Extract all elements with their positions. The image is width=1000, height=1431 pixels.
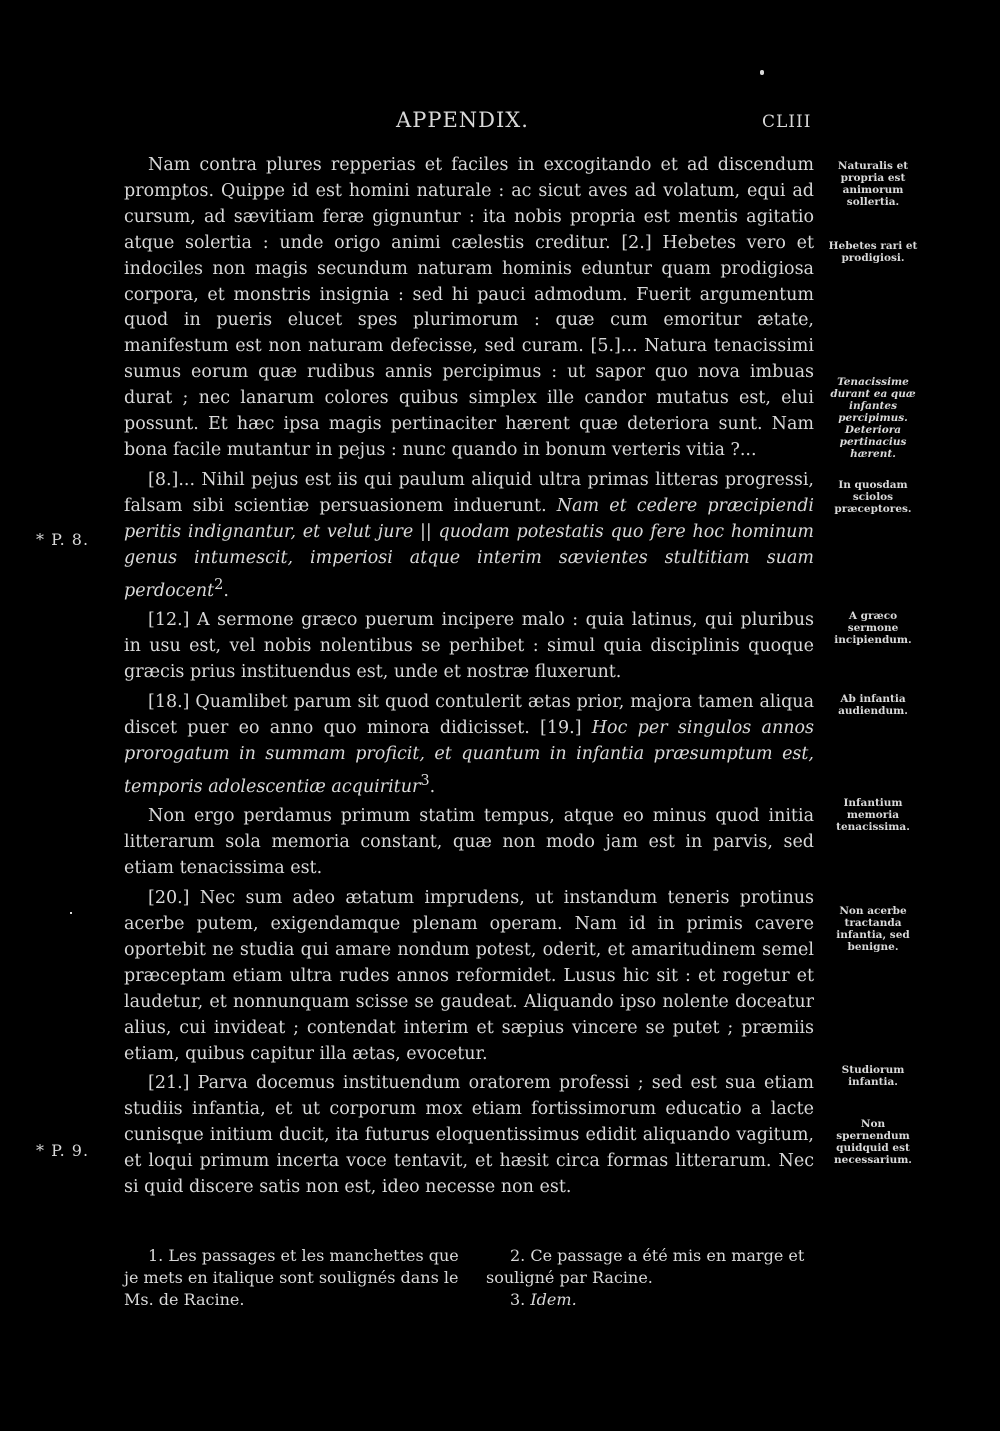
footnote-column-left bbox=[124, 1245, 460, 1311]
italic-text: Hoc per singulos annos prorogatum in summam proficit, et quantum in infantia præsumptum est, temporis adolescentiæ acquiritur bbox=[124, 717, 814, 797]
paragraph bbox=[124, 468, 814, 604]
paragraph-text: . bbox=[429, 776, 436, 797]
paragraph-text: Nam contra plures repperias et faciles in excogitando et ad discendum promptos. Quippe id est homini naturale : ac sicut aves ad volatum, equi ad cursum, ad sævitiam feræ gignuntur : ita nobis propria est mentis agitatio atque solertia : unde origo animi cælestis creditur. [2.] Hebetes vero et indociles non magis secundum naturam hominis eduntur quam prodigiosa corpora, et monstris insignia : sed hi pauci admodum. Fuerit argumentum quod in pueris elucet spes plurimorum : quæ cum emoritur ætate, manifestum est non naturam defecisse, sed curam. [5.]... Natura tenacissimi sumus eorum quæ rudibus annis percipimus : ut sapor quo nova imbuas durat ; nec lanarum colores quibus simplex ille candor mutatus est, elui possunt. Et hæc ipsa magis pertinaciter hærent quæ deteriora sunt. Nam bona facile mutantur in pejus : nunc quando in bonum verteris vitia ?... bbox=[124, 155, 814, 460]
paragraph-text: [21.] Parva docemus instituendum oratorem professi ; sed est sua etiam studiis infantia, et ut corporum mox etiam fortissimorum educatio a lacte cunisque initium ducit, ita futurus eloquentissimus edidit aliquando vagitum, et loqui primum incerta voce tentavit, et hæsit circa formas litterarum. Nec si quid discere satis non est, ideo necesse non est. bbox=[124, 1073, 814, 1198]
paragraph-text: Non ergo perdamus primum statim tempus, atque eo minus quod initia litterarum sola memoria constant, quæ non modo jam est in parvis, sed etiam tenacissima est. bbox=[124, 806, 814, 879]
footnote-marker: 2 bbox=[214, 575, 224, 593]
paragraph-text: . bbox=[223, 580, 229, 601]
footnote bbox=[486, 1289, 822, 1311]
margin-note: Hebetes rari et prodigiosi. bbox=[828, 240, 918, 264]
page-number: CLIII bbox=[762, 112, 812, 132]
margin-note: Tenacissime durant ea quæ infantes percipimus. Deteriora pertinacius hærent. bbox=[830, 376, 916, 460]
margin-note: Naturalis et propria est animorum sollertia. bbox=[837, 160, 909, 208]
italic-text: Nam et cedere præcipiendi peritis indignantur, et velut jure || quodam potestatis quo fere hoc hominum genus intumescit, imperiosi atque interim sævientes stultitiam suam perdocent bbox=[124, 495, 814, 601]
page-reference: * P. 8. bbox=[36, 530, 90, 549]
margin-note: In quosdam sciolos præceptores. bbox=[834, 479, 912, 515]
margin-note: A græco sermone incipiendum. bbox=[834, 610, 912, 646]
ink-dot bbox=[70, 912, 72, 914]
paragraph-text: [18.] Quamlibet parum sit quod contulerit ætas prior, majora tamen aliqua discet puer eo anno quo minora didicisset. [19.] bbox=[124, 691, 814, 738]
page-title: APPENDIX. bbox=[396, 108, 529, 132]
margin-note: Infantium memoria tenacissima. bbox=[836, 797, 910, 833]
footnote-number: 3. bbox=[510, 1290, 526, 1309]
paragraph-text: [12.] A sermone græco puerum incipere malo : quia latinus, qui pluribus in usu est, vel nobis nolentibus se perhibet : simul quia disciplinis quoque græcis prius instituendus est, unde et nostræ fluxerunt. bbox=[124, 610, 814, 683]
footnote-marker: 3 bbox=[420, 771, 430, 789]
paragraph bbox=[124, 690, 814, 800]
paragraph bbox=[124, 153, 814, 464]
footnote-text: Idem. bbox=[530, 1290, 577, 1309]
paragraph-text: [20.] Nec sum adeo ætatum imprudens, ut instandum teneris protinus acerbe putem, exigendamque plenam operam. Nam id in primis cavere oportebit ne studia qui amare nondum potest, oderit, et amaritudinem semel præceptam etiam ultra rudes annos reformidet. Lusus hic sit : et rogetur et laudetur, et nonnunquam scisse se gaudeat. Aliquando ipso nolente doceatur alius, cui invideat ; contendat interim et sæpius vincere se putet ; præmiis etiam, quibus capitur illa ætas, evocetur. bbox=[124, 888, 814, 1064]
page-reference: * P. 9. bbox=[36, 1141, 90, 1160]
main-text bbox=[124, 153, 814, 1205]
paragraph bbox=[124, 608, 814, 686]
margin-note: Non acerbe tractanda infantia, sed benigne. bbox=[836, 905, 910, 953]
ink-dot bbox=[760, 70, 764, 75]
paragraph-text: [8.]... Nihil pejus est iis qui paulum aliquid ultra primas litteras progressi, falsam sibi scientiæ persuasionem induerunt. bbox=[124, 469, 814, 516]
paragraph bbox=[124, 804, 814, 882]
footnote: 1. Les passages et les manchettes que je mets en italique sont soulignés dans le Ms. de Racine. bbox=[124, 1246, 459, 1309]
margin-note: Ab infantia audiendum. bbox=[838, 693, 908, 717]
margin-note: Non spernendum quidquid est necessarium. bbox=[834, 1118, 912, 1166]
footnote-column-right bbox=[486, 1245, 822, 1311]
margin-note: Studiorum infantia. bbox=[841, 1064, 905, 1088]
paragraph bbox=[124, 886, 814, 1067]
footnote: 2. Ce passage a été mis en marge et souligné par Racine. bbox=[486, 1246, 805, 1287]
paragraph bbox=[124, 1071, 814, 1201]
